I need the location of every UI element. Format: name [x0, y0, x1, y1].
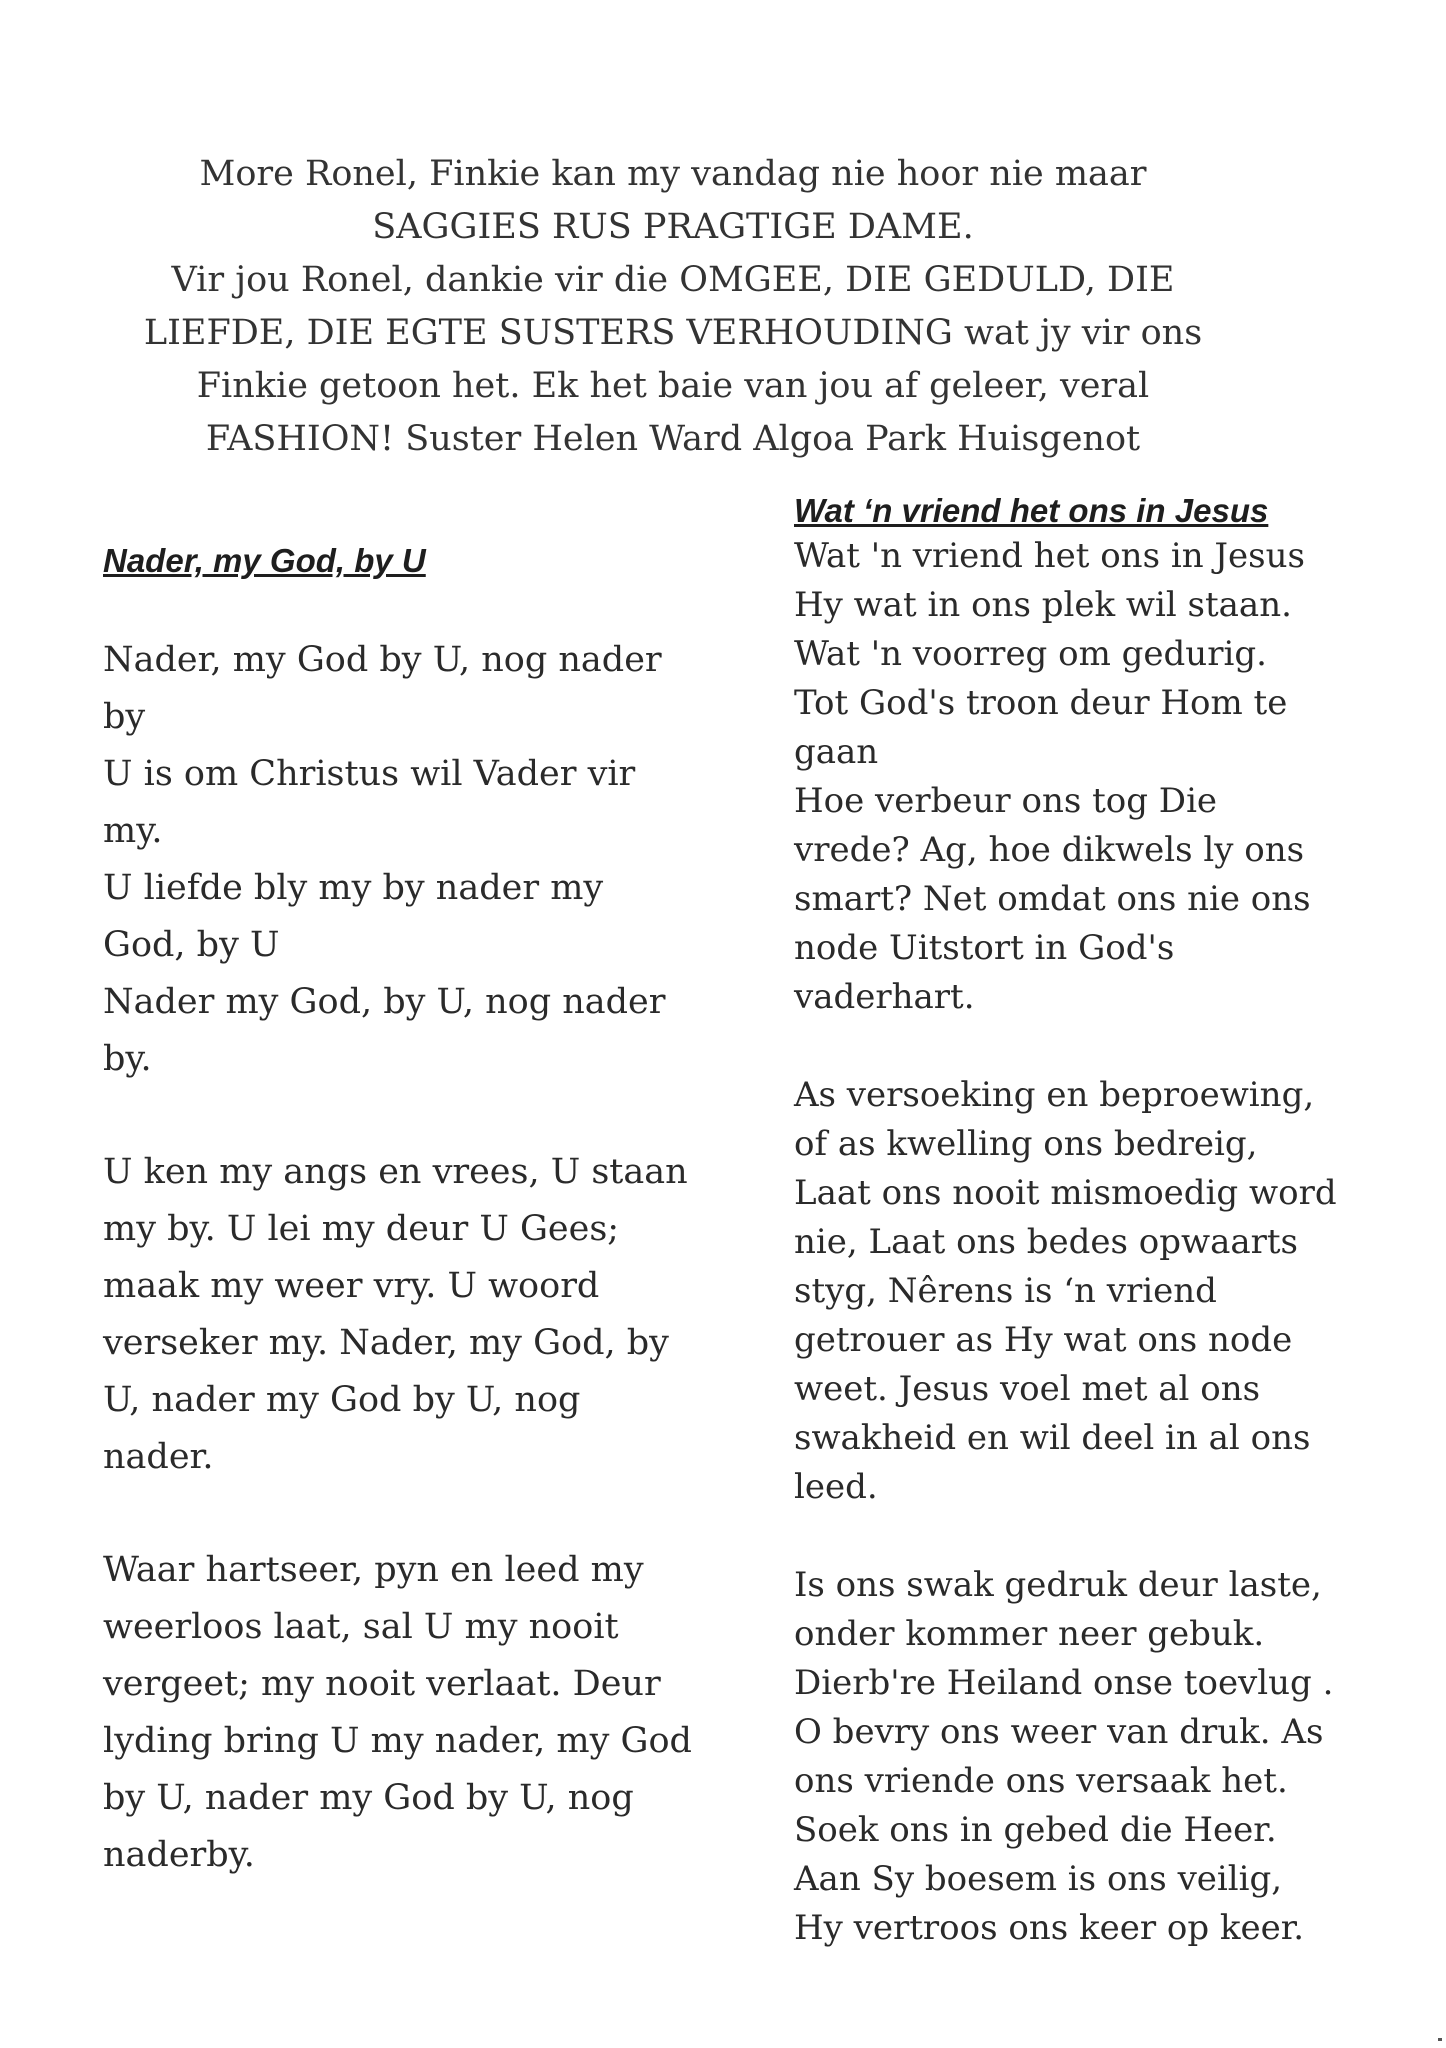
stanza-line: leed.	[794, 1467, 878, 1507]
stanza-line: Dierb're Heiland onse toevlug .	[794, 1663, 1334, 1703]
intro-line: SAGGIES RUS PRAGTIGE DAME.	[372, 207, 974, 247]
stanza	[103, 632, 723, 1088]
stanza-line: vrede? Ag, hoe dikwels ly ons	[794, 830, 1305, 870]
intro-line: LIEFDE, DIE EGTE SUSTERS VERHOUDING wat jy vir ons	[143, 313, 1203, 353]
stanza-line: of as kwelling ons bedreig,	[794, 1124, 1258, 1164]
stanza	[794, 1071, 1364, 1512]
hymn-nader-my-god	[103, 540, 723, 1940]
stanza-line: verseker my. Nader, my God, by	[103, 1323, 669, 1363]
stanza-line: vergeet; my nooit verlaat. Deur	[103, 1664, 661, 1704]
stanza-line: Wat 'n vriend het ons in Jesus	[794, 536, 1305, 576]
stanza-line: my.	[103, 811, 163, 851]
stanza-line: nie, Laat ons bedes opwaarts	[794, 1222, 1298, 1262]
stanza-line: Nader, my God by U, nog nader	[103, 640, 662, 680]
stanza-line: Waar hartseer, pyn en leed my	[103, 1550, 644, 1590]
stanza-line: nader.	[103, 1437, 214, 1477]
stanza-line: vaderhart.	[794, 977, 975, 1017]
stanza-line: swakheid en wil deel in al ons	[794, 1418, 1311, 1458]
stanza-line: Soek ons in gebed die Heer.	[794, 1810, 1277, 1850]
stanza-line: by	[103, 697, 146, 737]
intro-line: Vir jou Ronel, dankie vir die OMGEE, DIE GEDULD, DIE	[171, 260, 1175, 300]
stanza-line: node Uitstort in God's	[794, 928, 1175, 968]
hymn-wat-n-vriend	[794, 490, 1364, 2002]
intro-line: More Ronel, Finkie kan my vandag nie hoor nie maar	[199, 154, 1147, 194]
hymn-title: Wat ‘n vriend het ons in Jesus	[794, 492, 1269, 529]
stanza-line: Laat ons nooit mismoedig word	[794, 1173, 1337, 1213]
stanza-line: U, nader my God by U, nog	[103, 1380, 581, 1420]
stanza-line: U liefde bly my by nader my	[103, 868, 604, 908]
stanza-line: Tot God's troon deur Hom te	[794, 683, 1288, 723]
stanza-line: smart? Net omdat ons nie ons	[794, 879, 1311, 919]
stanza-line: God, by U	[103, 925, 280, 965]
intro-line: Finkie getoon het. Ek het baie van jou af geleer, veral	[196, 366, 1150, 406]
stanza	[794, 532, 1364, 1022]
stanza-line: weerloos laat, sal U my nooit	[103, 1607, 619, 1647]
stanza	[794, 1561, 1364, 1953]
stanza-line: styg, Nêrens is ‘n vriend	[794, 1271, 1217, 1311]
stanza-line: Wat 'n voorreg om gedurig.	[794, 634, 1267, 674]
stanza-line: getrouer as Hy wat ons node	[794, 1320, 1293, 1360]
stanza-line: by.	[103, 1039, 152, 1079]
stanza-line: Is ons swak gedruk deur laste,	[794, 1565, 1322, 1605]
stanza-line: Nader my God, by U, nog nader	[103, 982, 666, 1022]
stanza-line: Hy wat in ons plek wil staan.	[794, 585, 1292, 625]
stanza-line: U is om Christus wil Vader vir	[103, 754, 636, 794]
stanza-line: my by. U lei my deur U Gees;	[103, 1209, 620, 1249]
stanza	[103, 1144, 723, 1486]
stanza-line: U ken my angs en vrees, U staan	[103, 1152, 688, 1192]
stanza-line: Aan Sy boesem is ons veilig,	[794, 1859, 1283, 1899]
intro-line: FASHION! Suster Helen Ward Algoa Park Huisgenot	[205, 419, 1141, 459]
stanza-line: Hy vertroos ons keer op keer.	[794, 1908, 1305, 1948]
stanza-line: naderby.	[103, 1835, 255, 1875]
stanza	[103, 1542, 723, 1884]
scan-mark	[1438, 2038, 1442, 2041]
stanza-line: As versoeking en beproewing,	[794, 1075, 1315, 1115]
stanza-line: maak my weer vry. U woord	[103, 1266, 600, 1306]
stanza-line: by U, nader my God by U, nog	[103, 1778, 634, 1818]
stanza-line: weet. Jesus voel met al ons	[794, 1369, 1261, 1409]
stanza-line: gaan	[794, 732, 879, 772]
stanza-line: ons vriende ons versaak het.	[794, 1761, 1288, 1801]
stanza-line: onder kommer neer gebuk.	[794, 1614, 1265, 1654]
stanza-line: lyding bring U my nader, my God	[103, 1721, 692, 1761]
intro-message	[100, 148, 1246, 466]
stanza-line: O bevry ons weer van druk. As	[794, 1712, 1324, 1752]
hymn-title: Nader, my God, by U	[103, 542, 426, 579]
stanza-line: Hoe verbeur ons tog Die	[794, 781, 1218, 821]
